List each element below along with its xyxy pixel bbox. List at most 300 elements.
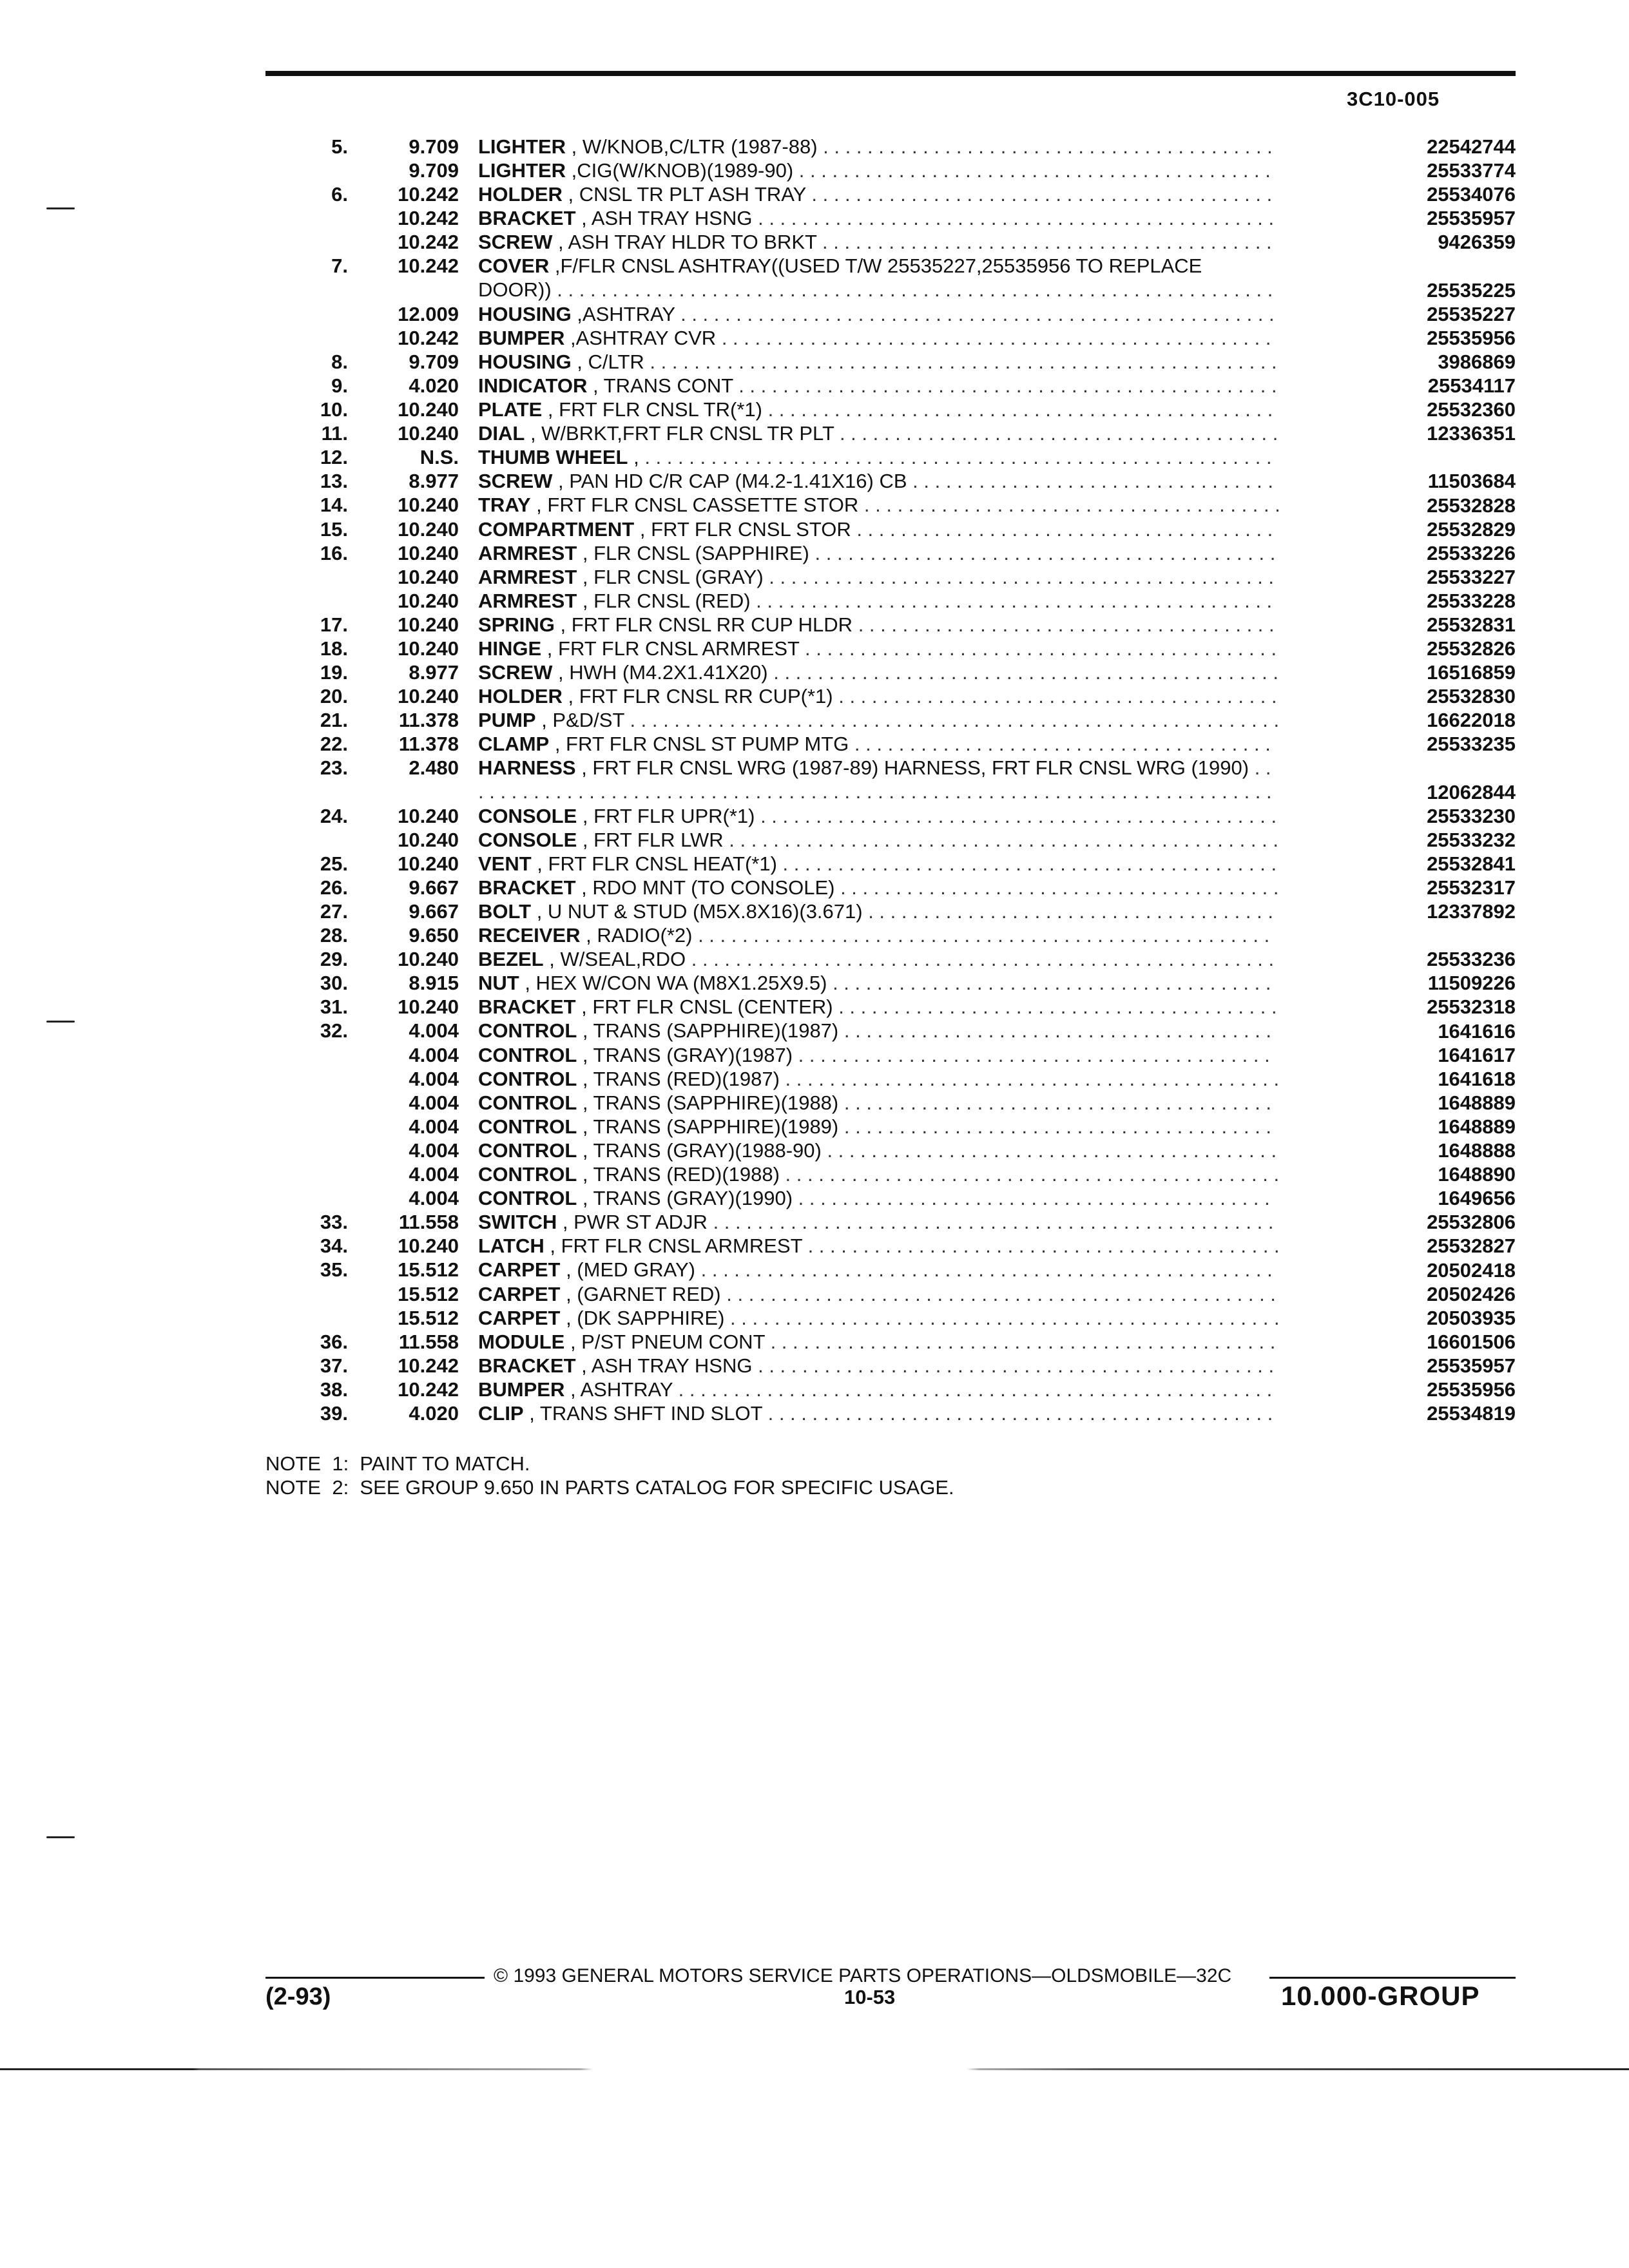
item-number: 11.	[321, 422, 348, 445]
part-name: INDICATOR	[478, 374, 588, 397]
part-description	[478, 1401, 1280, 1425]
part-number: 25532360	[1427, 398, 1516, 421]
part-name: NUT	[478, 972, 519, 995]
part-description	[478, 804, 1280, 828]
part-number: 25532826	[1427, 637, 1516, 660]
parts-row	[265, 302, 1516, 326]
item-number: 22.	[320, 733, 348, 756]
group-number: 10.240	[398, 995, 459, 1019]
part-description	[478, 1354, 1280, 1378]
part-number: 12336351	[1427, 422, 1516, 445]
part-description	[478, 493, 1280, 517]
part-description	[478, 1091, 1280, 1115]
item-number: 27.	[320, 900, 348, 923]
part-detail: , TRANS CONT	[587, 374, 733, 397]
part-name: CONTROL	[478, 1091, 577, 1114]
part-name: DIAL	[478, 422, 525, 445]
item-number: 12.	[320, 446, 348, 469]
part-name: LIGHTER	[478, 159, 566, 182]
parts-row	[265, 1043, 1516, 1067]
part-description	[478, 135, 1280, 159]
part-detail: , FRT FLR CNSL RR CUP HLDR	[554, 613, 853, 636]
part-description	[478, 947, 1280, 971]
part-description	[478, 756, 1280, 803]
part-description	[478, 899, 1280, 923]
parts-row	[265, 804, 1516, 828]
group-number: 10.240	[398, 517, 459, 541]
part-number: 25532830	[1427, 685, 1516, 708]
part-detail: , FRT FLR CNSL (CENTER)	[575, 995, 833, 1019]
part-number: 25535956	[1427, 1378, 1516, 1401]
notes-section	[265, 1452, 954, 1499]
part-description	[478, 469, 1280, 493]
item-number: 20.	[320, 685, 348, 708]
parts-row	[265, 1330, 1516, 1354]
part-name: SCREW	[478, 661, 553, 684]
part-detail: , (GARNET RED)	[560, 1282, 721, 1305]
part-number: 25535956	[1427, 326, 1516, 349]
item-number: 34.	[320, 1235, 348, 1258]
part-name: SWITCH	[478, 1211, 557, 1234]
part-number: 25533774	[1427, 159, 1516, 182]
part-name: CONTROL	[478, 1115, 577, 1138]
part-name: CONSOLE	[478, 804, 577, 827]
part-detail: ,ASHTRAY	[571, 302, 675, 325]
part-description	[478, 565, 1280, 589]
part-number: 25535957	[1427, 1354, 1516, 1377]
part-description	[478, 1234, 1280, 1258]
group-number: 15.512	[398, 1306, 459, 1329]
part-name: CONTROL	[478, 1067, 577, 1090]
part-number: 12062844	[1427, 780, 1516, 803]
parts-row	[265, 828, 1516, 852]
part-name: MODULE	[478, 1330, 565, 1353]
part-name: COVER	[478, 255, 550, 278]
item-number: 37.	[320, 1354, 348, 1377]
part-number: 25533226	[1427, 541, 1516, 564]
part-name: COMPARTMENT	[478, 517, 635, 541]
group-number: 4.004	[409, 1163, 459, 1186]
part-number: 1649656	[1438, 1187, 1516, 1210]
part-description	[478, 1043, 1280, 1067]
part-description	[478, 852, 1280, 876]
part-name: THUMB WHEEL	[478, 446, 628, 469]
parts-row	[265, 852, 1516, 876]
item-number: 25.	[320, 852, 348, 875]
group-number: 10.240	[398, 613, 459, 636]
group-number: 10.240	[398, 828, 459, 851]
part-description	[478, 828, 1280, 852]
parts-row	[265, 995, 1516, 1019]
parts-row	[265, 1091, 1516, 1115]
group-number: 9.709	[409, 159, 459, 182]
part-number: 25533232	[1427, 828, 1516, 851]
part-number: 25532841	[1427, 852, 1516, 875]
parts-row	[265, 1162, 1516, 1186]
footer-page-number: 10-53	[844, 1986, 896, 2008]
part-detail: ,ASHTRAY CVR	[564, 326, 717, 349]
part-name: CARPET	[478, 1282, 561, 1305]
item-number: 21.	[320, 709, 348, 732]
parts-row	[265, 493, 1516, 517]
part-name: BOLT	[478, 900, 532, 923]
item-number: 30.	[320, 972, 348, 995]
part-number: 1648888	[1438, 1139, 1516, 1162]
parts-row	[265, 660, 1516, 684]
part-name: ARMREST	[478, 541, 577, 564]
part-description	[478, 876, 1280, 899]
part-description	[478, 660, 1280, 684]
part-name: TRAY	[478, 494, 531, 517]
group-number: 12.009	[398, 302, 459, 325]
group-number: 2.480	[409, 756, 459, 780]
part-number: 12337892	[1427, 900, 1516, 923]
item-number: 33.	[320, 1211, 348, 1234]
part-detail: , FLR CNSL (GRAY)	[577, 565, 764, 588]
parts-row	[265, 182, 1516, 206]
part-name: HINGE	[478, 637, 542, 660]
group-number: 10.240	[398, 422, 459, 445]
part-description	[478, 1115, 1280, 1139]
group-number: 10.240	[398, 565, 459, 588]
item-number: 39.	[320, 1401, 348, 1425]
part-description	[478, 732, 1280, 756]
parts-list	[265, 135, 1516, 1425]
parts-row	[265, 684, 1516, 708]
part-detail: , TRANS (RED)(1988)	[577, 1163, 780, 1186]
group-number: 10.242	[398, 1378, 459, 1401]
part-detail: , ASH TRAY HSNG	[575, 207, 753, 230]
part-name: CLIP	[478, 1401, 524, 1425]
part-name: BRACKET	[478, 207, 576, 230]
part-detail: , TRANS (GRAY)(1990)	[577, 1187, 793, 1210]
part-number: 20502426	[1427, 1282, 1516, 1305]
group-number: 8.915	[409, 972, 459, 995]
part-detail: , U NUT & STUD (M5X.8X16)(3.671)	[531, 900, 863, 923]
part-detail: , FRT FLR LWR	[577, 828, 724, 851]
part-name: CONTROL	[478, 1163, 577, 1186]
part-description	[478, 684, 1280, 708]
part-detail: , PAN HD C/R CAP (M4.2-1.41X16) CB	[552, 470, 907, 493]
parts-row	[265, 517, 1516, 541]
page-code: 3C10-005	[1347, 88, 1440, 110]
part-description	[478, 1258, 1280, 1282]
parts-row	[265, 1139, 1516, 1162]
group-number: 4.020	[409, 1401, 459, 1425]
scan-mark	[46, 1836, 75, 1838]
part-detail: , TRANS (RED)(1987)	[577, 1067, 780, 1090]
item-number: 19.	[320, 661, 348, 684]
part-name: HARNESS	[478, 756, 576, 780]
group-number: 10.240	[398, 852, 459, 875]
item-number: 17.	[320, 613, 348, 636]
parts-row	[265, 732, 1516, 756]
parts-row	[265, 254, 1516, 302]
part-number: 25533227	[1427, 565, 1516, 588]
group-number: 10.242	[398, 255, 459, 278]
group-number: 11.558	[398, 1330, 459, 1353]
part-description	[478, 182, 1280, 206]
part-name: CONTROL	[478, 1139, 577, 1162]
part-number: 25532318	[1427, 995, 1516, 1019]
part-number: 25532806	[1427, 1211, 1516, 1234]
part-detail: , W/KNOB,C/LTR (1987-88)	[566, 135, 818, 158]
parts-row	[265, 1186, 1516, 1210]
parts-row	[265, 899, 1516, 923]
parts-row	[265, 589, 1516, 613]
copyright-text: © 1993 GENERAL MOTORS SERVICE PARTS OPERATIONS—OLDSMOBILE—32C	[494, 1965, 1232, 1986]
item-number: 16.	[320, 541, 348, 564]
part-detail: , FRT FLR CNSL ST PUMP MTG	[549, 733, 849, 756]
group-number: 8.977	[409, 470, 459, 493]
part-description	[478, 971, 1280, 995]
part-name: BUMPER	[478, 326, 565, 349]
part-number: 20502418	[1427, 1258, 1516, 1282]
part-description	[478, 421, 1280, 445]
note-1: NOTE 1: PAINT TO MATCH.	[265, 1452, 530, 1475]
part-number: 25532831	[1427, 613, 1516, 636]
part-name: RECEIVER	[478, 924, 581, 947]
part-description	[478, 541, 1280, 565]
part-detail: , HWH (M4.2X1.41X20)	[552, 661, 768, 684]
part-name: SCREW	[478, 231, 553, 254]
part-detail: , FRT FLR CNSL RR CUP(*1)	[562, 685, 833, 708]
group-number: N.S.	[419, 446, 459, 469]
parts-row	[265, 947, 1516, 971]
group-number: 8.977	[409, 661, 459, 684]
part-description	[478, 159, 1280, 182]
part-number: 1648889	[1438, 1115, 1516, 1138]
group-number: 10.242	[398, 231, 459, 254]
group-number: 10.240	[398, 494, 459, 517]
part-name: CARPET	[478, 1306, 561, 1329]
part-detail: , TRANS (GRAY)(1988-90)	[577, 1139, 822, 1162]
part-detail: , HEX W/CON WA (M8X1.25X9.5)	[519, 972, 827, 995]
part-detail: , TRANS (GRAY)(1987)	[577, 1043, 793, 1066]
part-detail: , W/BRKT,FRT FLR CNSL TR PLT	[525, 422, 834, 445]
part-name: LIGHTER	[478, 135, 566, 158]
group-number: 4.020	[409, 374, 459, 397]
part-number: 25532828	[1427, 494, 1516, 517]
part-detail: , (DK SAPPHIRE)	[560, 1306, 725, 1329]
item-number: 36.	[320, 1330, 348, 1353]
group-number: 4.004	[409, 1139, 459, 1162]
part-name: CONTROL	[478, 1019, 577, 1043]
item-number: 10.	[320, 398, 348, 421]
group-number: 10.240	[398, 637, 459, 660]
part-description	[478, 1162, 1280, 1186]
parts-row	[265, 469, 1516, 493]
part-number: 16622018	[1427, 709, 1516, 732]
item-number: 7.	[331, 255, 348, 278]
part-detail: , FRT FLR CNSL CASSETTE STOR	[530, 494, 859, 517]
group-number: 9.667	[409, 900, 459, 923]
part-name: BRACKET	[478, 995, 576, 1019]
part-detail: , RADIO(*2)	[580, 924, 693, 947]
parts-row	[265, 923, 1516, 947]
parts-row	[265, 206, 1516, 230]
part-description	[478, 923, 1280, 947]
item-number: 24.	[320, 804, 348, 827]
item-number: 28.	[320, 924, 348, 947]
footer-group: 10.000-GROUP	[1281, 1981, 1480, 2011]
part-number: 25534117	[1427, 374, 1516, 398]
part-description	[478, 302, 1280, 326]
part-number: 9426359	[1438, 231, 1516, 254]
parts-row	[265, 1234, 1516, 1258]
group-number: 10.240	[398, 1235, 459, 1258]
group-number: 10.240	[398, 948, 459, 971]
item-number: 8.	[331, 350, 348, 373]
part-detail: , TRANS (SAPPHIRE)(1987)	[577, 1019, 839, 1043]
part-description	[478, 1210, 1280, 1234]
item-number: 23.	[320, 756, 348, 780]
group-number: 10.240	[398, 589, 459, 612]
part-detail: , FLR CNSL (RED)	[577, 589, 751, 612]
part-detail: , ASH TRAY HLDR TO BRKT	[552, 231, 817, 254]
group-number: 9.709	[409, 135, 459, 158]
part-number: 25535227	[1427, 302, 1516, 325]
part-detail: , FRT FLR CNSL STOR	[634, 517, 851, 541]
group-number: 10.240	[398, 685, 459, 708]
item-number: 26.	[320, 876, 348, 899]
footer-date: (2-93)	[265, 1983, 331, 2010]
part-description	[478, 1306, 1280, 1330]
part-number: 22542744	[1427, 135, 1516, 159]
scan-mark	[46, 207, 75, 209]
part-detail: , FRT FLR UPR(*1)	[577, 804, 755, 827]
group-number: 15.512	[398, 1282, 459, 1305]
group-number: 11.378	[398, 709, 459, 732]
part-description	[478, 1378, 1280, 1401]
part-description	[478, 374, 1280, 398]
part-detail: , C/LTR	[571, 350, 644, 373]
top-rule	[265, 71, 1516, 76]
part-name: CONTROL	[478, 1043, 577, 1066]
note-2: NOTE 2: SEE GROUP 9.650 IN PARTS CATALOG FOR SPECIFIC USAGE.	[265, 1476, 954, 1499]
part-detail: , CNSL TR PLT ASH TRAY	[562, 183, 806, 206]
part-number: 25533236	[1427, 948, 1516, 971]
group-number: 4.004	[409, 1187, 459, 1210]
parts-row	[265, 230, 1516, 254]
part-description	[478, 995, 1280, 1019]
parts-row	[265, 1354, 1516, 1378]
parts-row	[265, 445, 1516, 469]
parts-row	[265, 398, 1516, 421]
group-number: 4.004	[409, 1067, 459, 1090]
part-description	[478, 1019, 1280, 1043]
part-description	[478, 613, 1280, 637]
part-description	[478, 254, 1280, 302]
part-number: 1648890	[1438, 1163, 1516, 1186]
part-detail: , FRT FLR CNSL HEAT(*1)	[531, 852, 777, 875]
part-description	[478, 517, 1280, 541]
part-name: CONTROL	[478, 1187, 577, 1210]
part-number: 25532827	[1427, 1235, 1516, 1258]
part-number: 1648889	[1438, 1091, 1516, 1114]
part-detail: ,CIG(W/KNOB)(1989-90)	[566, 159, 794, 182]
part-description	[478, 637, 1280, 660]
part-detail: , P/ST PNEUM CONT	[564, 1330, 765, 1353]
part-number: 20503935	[1427, 1306, 1516, 1329]
part-name: BUMPER	[478, 1378, 565, 1401]
part-description	[478, 230, 1280, 254]
group-number: 10.240	[398, 398, 459, 421]
item-number: 32.	[320, 1019, 348, 1043]
part-name: BEZEL	[478, 948, 544, 971]
part-number: 25532829	[1427, 517, 1516, 541]
part-number: 11503684	[1427, 470, 1516, 493]
group-number: 4.004	[409, 1091, 459, 1114]
part-detail: , P&D/ST	[535, 709, 624, 732]
part-description	[478, 206, 1280, 230]
part-detail: ,F/FLR CNSL ASHTRAY((USED T/W 25535227,25535956 TO REPLACE DOOR))	[478, 255, 1202, 302]
part-detail: , ASH TRAY HSNG	[575, 1354, 753, 1377]
part-description	[478, 1330, 1280, 1354]
parts-row	[265, 1282, 1516, 1306]
group-number: 10.242	[398, 326, 459, 349]
parts-row	[265, 159, 1516, 182]
part-description	[478, 708, 1280, 732]
parts-row	[265, 1115, 1516, 1139]
footer-rule-right	[1269, 1977, 1516, 1979]
parts-row	[265, 541, 1516, 565]
part-description	[478, 1139, 1280, 1162]
group-number: 9.667	[409, 876, 459, 899]
part-number: 1641618	[1438, 1067, 1516, 1090]
part-description	[478, 1067, 1280, 1091]
part-name: HOUSING	[478, 350, 572, 373]
group-number: 4.004	[409, 1019, 459, 1043]
parts-row	[265, 565, 1516, 589]
item-number: 13.	[320, 470, 348, 493]
group-number: 11.558	[398, 1211, 459, 1234]
item-number: 9.	[331, 374, 348, 397]
group-number: 9.709	[409, 350, 459, 373]
parts-row	[265, 971, 1516, 995]
group-number: 9.650	[409, 924, 459, 947]
parts-row	[265, 1306, 1516, 1330]
part-description	[478, 589, 1280, 613]
part-name: ARMREST	[478, 589, 577, 612]
part-name: HOUSING	[478, 302, 572, 325]
part-name: PUMP	[478, 709, 536, 732]
part-description	[478, 398, 1280, 421]
item-number: 31.	[320, 995, 348, 1019]
part-name: BRACKET	[478, 1354, 576, 1377]
group-number: 10.242	[398, 1354, 459, 1377]
item-number: 29.	[320, 948, 348, 971]
part-name: CLAMP	[478, 733, 550, 756]
part-number: 25533230	[1427, 804, 1516, 827]
parts-row	[265, 708, 1516, 732]
parts-row	[265, 1258, 1516, 1282]
part-number: 25534076	[1427, 183, 1516, 206]
part-detail: , FRT FLR CNSL ARMREST	[541, 637, 800, 660]
group-number: 10.242	[398, 207, 459, 230]
parts-row	[265, 421, 1516, 445]
part-detail: , (MED GRAY)	[560, 1258, 695, 1282]
parts-row	[265, 876, 1516, 899]
part-detail: ,	[628, 446, 639, 469]
group-number: 4.004	[409, 1043, 459, 1066]
part-number: 1641617	[1438, 1043, 1516, 1066]
part-detail: , TRANS SHFT IND SLOT	[523, 1401, 762, 1425]
parts-row	[265, 637, 1516, 660]
parts-row	[265, 1019, 1516, 1043]
part-description	[478, 326, 1280, 350]
part-detail: , TRANS (SAPPHIRE)(1988)	[577, 1091, 839, 1114]
